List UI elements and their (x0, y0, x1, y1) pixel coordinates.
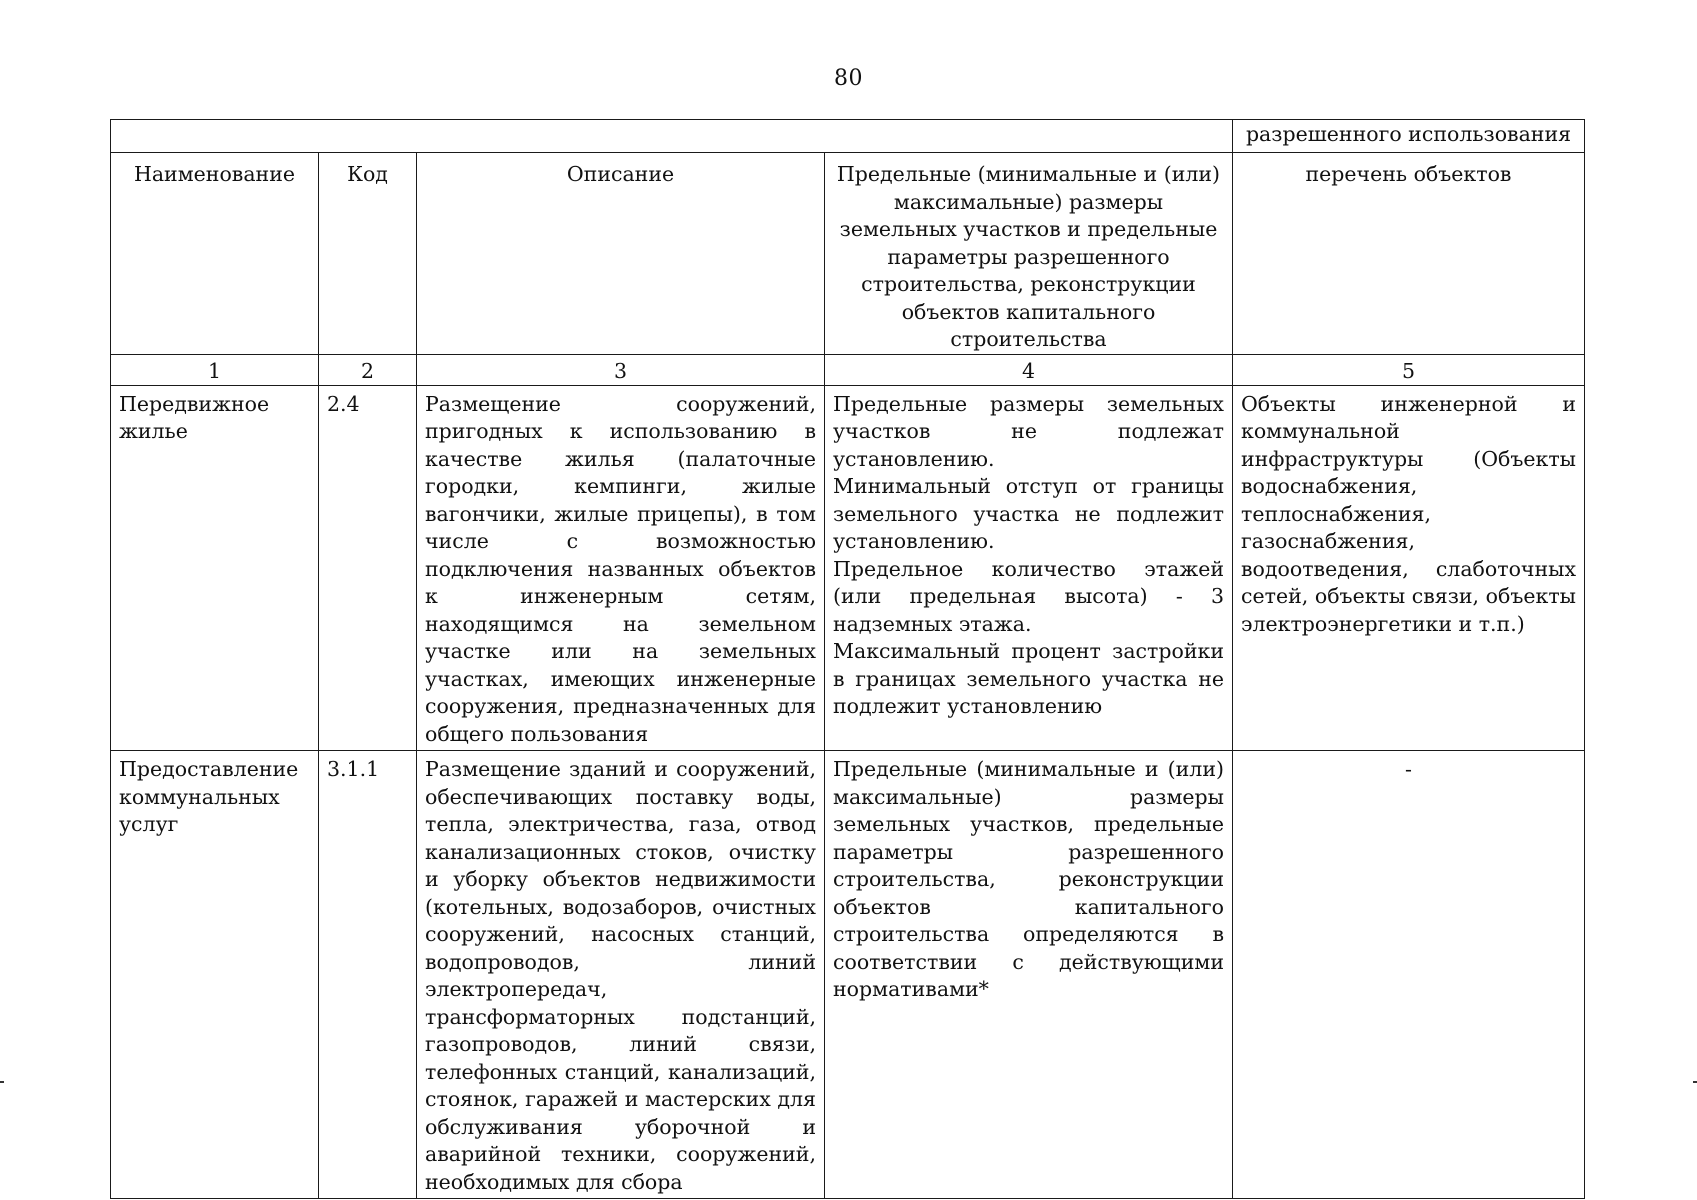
header-objects: перечень объектов (1233, 153, 1585, 355)
column-number: 3 (417, 354, 825, 385)
column-number-row (111, 354, 1585, 385)
param-line: Предельное количество этажей (или предельная высота) - 3 надземных этажа. (833, 556, 1224, 636)
row-params-cell (825, 385, 1233, 751)
column-number: 4 (825, 354, 1233, 385)
row-description-cell: Размещение зданий и сооружений, обеспечивающих поставку воды, тепла, электричества, газа, отвод канализационных стоков, очистку и уборку объектов недвижимости (котельных, водозаборов, очистных сооружений, насосных станций, водопроводов, линий электропередач, трансформаторных подстанций, газопроводов, линий связи, телефонных станций, канализаций, стоянок, гаражей и мастерских для обслуживания уборочной и аварийной техники, сооружений, необходимых для сбора (417, 751, 825, 1199)
header-name: Наименование (111, 153, 319, 355)
top-header-label: разрешенного использования (1233, 120, 1585, 153)
table-header-row (111, 153, 1585, 355)
column-number: 5 (1233, 354, 1585, 385)
row-description-cell: Размещение сооружений, пригодных к использованию в качестве жилья (палаточные городки, кемпинги, жилые вагончики, жилые прицепы), в том числе с возможностью подключения названных объектов к инженерным сетям, находящимся на земельном участке или на земельных участках, имеющих инженерные сооружения, предназначенных для общего пользования (417, 385, 825, 751)
row-name-cell: Передвижное жилье (111, 385, 319, 751)
scan-edge-mark (0, 1081, 4, 1083)
column-number: 2 (319, 354, 417, 385)
row-name-cell: Предоставление коммунальных услуг (111, 751, 319, 1199)
table-top-header-row (111, 120, 1585, 153)
page-number: 80 (834, 66, 863, 91)
param-line: Минимальный отступ от границы земельного участка не подлежит установлению. (833, 474, 1224, 553)
top-header-blank-cell (111, 120, 1233, 153)
scan-edge-mark (1693, 1081, 1697, 1083)
column-number: 1 (111, 354, 319, 385)
land-use-table (110, 119, 1585, 1199)
param-line: Предельные (минимальные и (или) максимальные) размеры земельных участков, предельные параметры разрешенного строительства, реконструкции объектов капитального строительства определяются в соответствии с действующими нормативами* (833, 757, 1224, 1001)
header-code: Код (319, 153, 417, 355)
table-row (111, 385, 1585, 751)
header-params: Предельные (минимальные и (или) максимальные) размеры земельных участков и предельные параметры разрешенного строительства, реконструкции объектов капитального строительства (825, 153, 1233, 355)
row-code-cell: 2.4 (319, 385, 417, 751)
row-params-cell (825, 751, 1233, 1199)
param-line: Максимальный процент застройки в границах земельного участка не подлежит установлению (833, 639, 1224, 718)
table-row (111, 751, 1585, 1199)
row-code-cell: 3.1.1 (319, 751, 417, 1199)
row-objects-cell: - (1233, 751, 1585, 1199)
header-description: Описание (417, 153, 825, 355)
param-line: Предельные размеры земельных участков не подлежат установлению. (833, 391, 1224, 471)
row-objects-cell: Объекты инженерной и коммунальной инфраструктуры (Объекты водоснабжения, теплоснабжения, газоснабжения, водоотведения, слаботочных сетей, объекты связи, объекты электроэнергетики и т.п.) (1233, 385, 1585, 751)
